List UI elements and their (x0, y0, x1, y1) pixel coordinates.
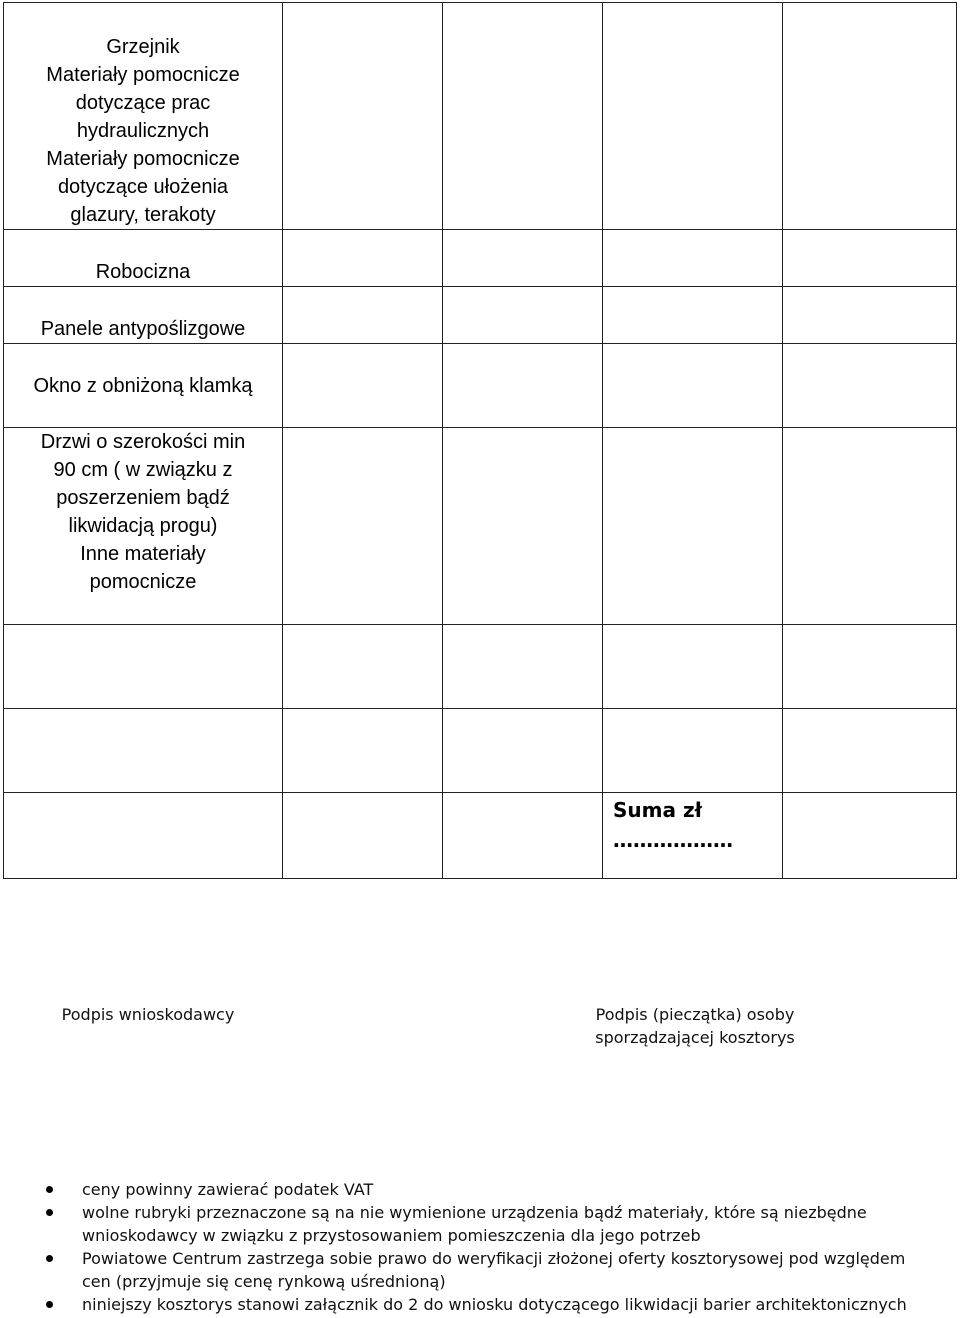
item-label-line: dotyczące prac (75, 92, 211, 114)
table-row (4, 709, 957, 793)
empty-cell[interactable] (603, 709, 783, 793)
bullet-icon (46, 1301, 53, 1308)
item-label-line: dotyczące ułożenia (57, 176, 229, 198)
empty-cell (783, 793, 957, 879)
preparer-signature-line: Podpis (pieczątka) osoby (595, 1005, 795, 1024)
empty-cell[interactable] (283, 428, 443, 625)
empty-cell (443, 793, 603, 879)
empty-cell[interactable] (603, 344, 783, 428)
table-row (4, 344, 957, 428)
table-row (4, 3, 957, 230)
empty-cell[interactable] (283, 230, 443, 287)
empty-cell[interactable] (443, 709, 603, 793)
item-cell (4, 344, 283, 428)
item-label-line: Materiały pomocnicze (46, 64, 240, 86)
empty-cell[interactable] (603, 428, 783, 625)
empty-cell[interactable] (783, 230, 957, 287)
item-cell (4, 230, 283, 287)
note-line: wolne rubryki przeznaczone są na nie wymienione urządzenia bądź materiały, które są niezbędne (82, 1203, 867, 1222)
empty-cell[interactable] (603, 230, 783, 287)
table-row (4, 287, 957, 344)
table-row (4, 230, 957, 287)
bullet-icon (46, 1209, 53, 1216)
empty-cell[interactable] (443, 428, 603, 625)
item-label-line: Panele antypoślizgowe (40, 318, 246, 340)
note-line: wnioskodawcy w związku z przystosowaniem pomieszczenia dla jego potrzeb (82, 1226, 701, 1245)
empty-cell[interactable] (443, 3, 603, 230)
empty-cell[interactable] (783, 709, 957, 793)
empty-cell[interactable] (283, 625, 443, 709)
note-line: Powiatowe Centrum zastrzega sobie prawo do weryfikacji złożonej oferty kosztorysowej pod względem (82, 1249, 906, 1268)
item-cell (4, 3, 283, 230)
empty-cell[interactable] (603, 287, 783, 344)
item-cell (4, 428, 283, 625)
item-label-line: 90 cm ( w związku z (53, 459, 233, 481)
note-line: cen (przyjmuje się cenę rynkową uśrednioną) (82, 1272, 446, 1291)
item-label-line: Drzwi o szerokości min (40, 431, 246, 453)
item-label-line: Materiały pomocnicze (46, 148, 240, 170)
preparer-signature-line: sporządzającej kosztorys (595, 1028, 795, 1047)
item-label-line: Inne materiały (80, 543, 206, 565)
empty-cell[interactable] (783, 287, 957, 344)
empty-cell[interactable] (603, 3, 783, 230)
list-item (44, 1201, 960, 1247)
list-item (44, 1178, 960, 1201)
sum-cell[interactable] (603, 793, 783, 879)
list-item (44, 1293, 960, 1316)
empty-cell[interactable] (603, 625, 783, 709)
bullet-icon (46, 1255, 53, 1262)
note-line: ceny powinny zawierać podatek VAT (82, 1180, 374, 1199)
item-label-line: poszerzeniem bądź (56, 487, 230, 509)
empty-cell[interactable] (283, 709, 443, 793)
list-item (44, 1247, 960, 1293)
item-label-line: Grzejnik (106, 36, 180, 58)
item-label-line: hydraulicznych (76, 120, 210, 142)
empty-cell[interactable] (283, 3, 443, 230)
table-row (4, 625, 957, 709)
empty-cell[interactable] (783, 625, 957, 709)
item-label-line: Okno z obniżoną klamką (33, 375, 253, 397)
table-row-sum (4, 793, 957, 879)
item-cell (4, 287, 283, 344)
note-line: niniejszy kosztorys stanowi załącznik do 2 do wniosku dotyczącego likwidacji barier architektonicznych (82, 1295, 907, 1314)
item-label-line: pomocnicze (89, 571, 197, 593)
empty-cell[interactable] (283, 287, 443, 344)
empty-cell[interactable] (443, 344, 603, 428)
bullet-icon (46, 1186, 53, 1193)
item-label-line: likwidacją progu) (68, 515, 218, 537)
empty-cell (4, 793, 283, 879)
empty-cell[interactable] (783, 344, 957, 428)
empty-cell[interactable] (443, 287, 603, 344)
empty-cell[interactable] (783, 428, 957, 625)
empty-cell[interactable] (4, 709, 283, 793)
sum-value: ……………… (613, 828, 733, 852)
item-label-line: glazury, terakoty (70, 204, 216, 226)
notes-list (44, 1178, 960, 1316)
empty-cell[interactable] (783, 3, 957, 230)
item-label-line: Robocizna (95, 261, 191, 283)
empty-cell[interactable] (283, 344, 443, 428)
empty-cell[interactable] (4, 625, 283, 709)
preparer-signature-label (560, 1003, 830, 1049)
table-row (4, 428, 957, 625)
applicant-signature-label: Podpis wnioskodawcy (61, 1005, 235, 1024)
empty-cell (283, 793, 443, 879)
empty-cell[interactable] (443, 230, 603, 287)
sum-label: Suma zł (613, 798, 703, 822)
cost-estimate-table (3, 2, 957, 879)
empty-cell[interactable] (443, 625, 603, 709)
